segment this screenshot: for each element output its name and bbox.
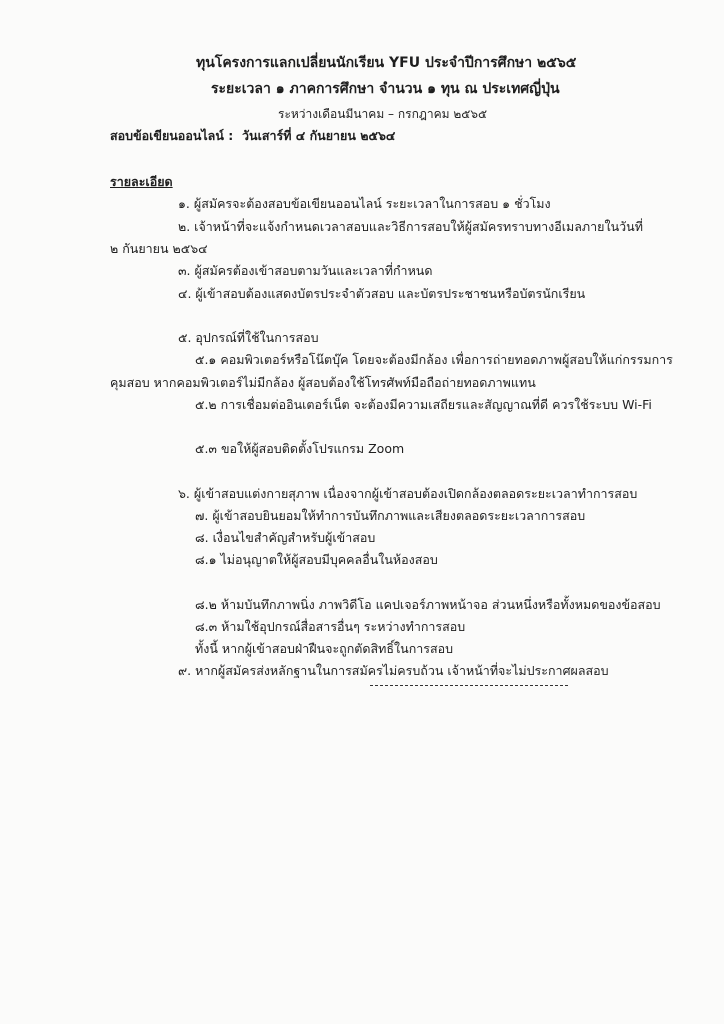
detail-item-8-1: ๘.๑ ไม่อนุญาตให้ผู้สอบมีบุคคลอื่นในห้องสอบ [195,552,438,567]
detail-item-3: ๓. ผู้สมัครต้องเข้าสอบตามวันและเวลาที่กำหนด [178,263,433,278]
title-line-2: ระยะเวลา ๑ ภาคการศึกษา จำนวน ๑ ทุน ณ ประเทศญี่ปุ่น [211,81,560,97]
detail-item-5: ๕. อุปกรณ์ที่ใช้ในการสอบ [178,330,319,345]
detail-item-1: ๑. ผู้สมัครจะต้องสอบข้อเขียนออนไลน์ ระยะเวลาในการสอบ ๑ ชั่วโมง [178,196,551,211]
title-line-1: ทุนโครงการแลกเปลี่ยนนักเรียน YFU ประจำปีการศึกษา ๒๕๖๕ [196,55,577,71]
detail-item-4: ๔. ผู้เข้าสอบต้องแสดงบัตรประจำตัวสอบ และบัตรประชาชนหรือบัตรนักเรียน [178,286,586,301]
detail-item-8-note: ทั้งนี้ หากผู้เข้าสอบฝ่าฝืนจะถูกตัดสิทธิ์ในการสอบ [195,641,454,656]
detail-item-9: ๙. หากผู้สมัครส่งหลักฐานในการสมัครไม่ครบถ้วน เจ้าหน้าที่จะไม่ประกาศผลสอบ [178,663,609,678]
detail-item-5-1-line-1: ๕.๑ คอมพิวเตอร์หรือโน๊ตบุ๊ค โดยจะต้องมีกล้อง เพื่อการถ่ายทอดภาพผู้สอบให้แก่กรรมการ [195,352,673,367]
detail-item-5-3: ๕.๓ ขอให้ผู้สอบติดตั้งโปรแกรม Zoom [195,441,405,456]
detail-item-7: ๗. ผู้เข้าสอบยินยอมให้ทำการบันทึกภาพและเสียงตลอดระยะเวลาการสอบ [195,508,586,523]
exam-label: สอบข้อเขียนออนไลน์ : [110,128,234,143]
detail-item-2-line-2: ๒ กันยายน ๒๕๖๔ [110,241,208,256]
detail-item-8-2: ๘.๒ ห้ามบันทึกภาพนิ่ง ภาพวิดีโอ แคปเจอร์ภาพหน้าจอ ส่วนหนึ่งหรือทั้งหมดของข้อสอบ [195,597,661,612]
detail-item-8-3: ๘.๓ ห้ามใช้อุปกรณ์สื่อสารอื่นๆ ระหว่างทำการสอบ [195,619,466,634]
closing-dashed-divider [370,685,568,686]
detail-item-5-2: ๕.๒ การเชื่อมต่ออินเตอร์เน็ต จะต้องมีความเสถียรและสัญญาณที่ดี ควรใช้ระบบ Wi-Fi [195,397,652,412]
detail-item-2-line-1: ๒. เจ้าหน้าที่จะแจ้งกำหนดเวลาสอบและวิธีการสอบให้ผู้สมัครทราบทางอีเมลภายในวันที่ [178,219,643,234]
detail-item-5-1-line-2: คุมสอบ หากคอมพิวเตอร์ไม่มีกล้อง ผู้สอบต้องใช้โทรศัพท์มือถือถ่ายทอดภาพแทน [110,375,536,390]
detail-item-8: ๘. เงื่อนไขสำคัญสำหรับผู้เข้าสอบ [195,530,376,545]
details-heading: รายละเอียด [110,174,173,189]
program-period: ระหว่างเดือนมีนาคม – กรกฎาคม ๒๕๖๕ [278,107,488,121]
detail-item-6: ๖. ผู้เข้าสอบแต่งกายสุภาพ เนื่องจากผู้เข้าสอบต้องเปิดกล้องตลอดระยะเวลาทำการสอบ [178,486,638,501]
exam-date: วันเสาร์ที่ ๔ กันยายน ๒๕๖๔ [242,128,396,143]
